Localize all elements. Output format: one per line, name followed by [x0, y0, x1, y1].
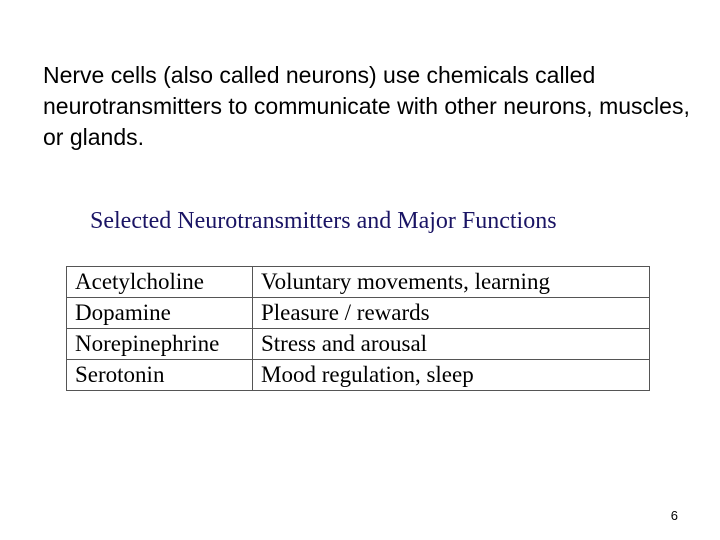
table-row: [67, 298, 650, 329]
table-row: [67, 360, 650, 391]
table-row: [67, 267, 650, 298]
page-number: 6: [670, 508, 678, 523]
neurotransmitter-name: Serotonin: [67, 360, 253, 391]
neurotransmitter-function: Pleasure / rewards: [253, 298, 650, 329]
neurotransmitter-table: [66, 266, 650, 391]
intro-paragraph: Nerve cells (also called neurons) use chemicals called neurotransmitters to communicate with other neurons, muscles, or glands.: [43, 62, 690, 150]
neurotransmitter-function: Mood regulation, sleep: [253, 360, 650, 391]
table-row: [67, 329, 650, 360]
neurotransmitter-name: Dopamine: [67, 298, 253, 329]
neurotransmitter-function: Stress and arousal: [253, 329, 650, 360]
neurotransmitter-name: Norepinephrine: [67, 329, 253, 360]
neurotransmitter-function: Voluntary movements, learning: [253, 267, 650, 298]
table-title: Selected Neurotransmitters and Major Functions: [90, 208, 557, 234]
neurotransmitter-name: Acetylcholine: [67, 267, 253, 298]
